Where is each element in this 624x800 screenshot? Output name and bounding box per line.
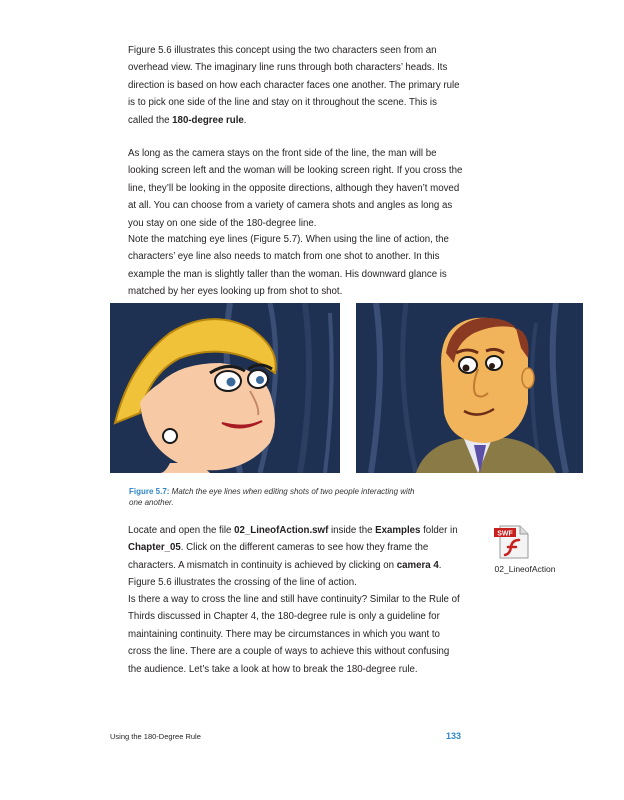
page-number: 133 <box>446 731 462 741</box>
file-name-bold: 02_LineofAction.swf <box>234 525 329 536</box>
figure-caption-text: Match the eye lines when editing shots of two people interacting with one another. <box>129 487 415 507</box>
term-180-degree-rule: 180-degree rule <box>172 114 244 126</box>
file-instructions-paragraph: Locate and open the file 02_LineofAction.swf inside the Examples folder in Chapter_05. Click on the different cameras to see how they frame the characters. A mismatch in continuity is achieved by clicking on camera 4. Figure 5.6 illustrates the crossing of the line of action. <box>128 525 458 589</box>
folder-chapter-bold: Chapter_05 <box>128 542 181 554</box>
crossing-line-paragraph: Is there a way to cross the line and still have continuity? Similar to the Rule of Thirds discussed in Chapter 4, the 180-degree rule is only a guideline for maintaining continuity. There may be circumstances in which you want to cross the line. There are a couple of ways to achieve this without confusing the audience. Let’s take a look at how to break the 180-degree rule. <box>128 594 460 675</box>
folder-examples-bold: Examples <box>375 525 421 536</box>
flash-file-icon[interactable] <box>492 524 532 560</box>
figure-caption <box>129 486 429 508</box>
swf-filename-label: 02_LineofAction <box>494 564 556 574</box>
camera-4-bold: camera 4 <box>396 559 439 571</box>
man-character-illustration <box>356 303 583 473</box>
eye-lines-paragraph: Note the matching eye lines (Figure 5.7). When using the line of action, the characters’ eye line also needs to match from one shot to another. In this example the man is slightly taller than the woman. His downward glance is matched by her eyes looking up from shot to shot. <box>128 234 449 298</box>
camera-side-paragraph: As long as the camera stays on the front side of the line, the man will be looking screen left and the woman will be looking screen right. If you cross the line, they’ll be looking in the opposite directions, although they haven’t moved at all. You can choose from a variety of camera shots and angles as long as you stay on one side of the 180-degree line. <box>128 148 463 229</box>
swf-badge: SWF <box>497 530 513 538</box>
woman-character-illustration <box>110 303 340 473</box>
intro-paragraph: Figure 5.6 illustrates this concept using the two characters seen from an overhead view. The imaginary line runs through both characters’ heads. Its direction is based on how each character faces one another. The primary rule is to pick one side of the line and stay on it throughout the scene. This is called the 180-degree rule. <box>128 45 460 126</box>
figure-label: Figure 5.7: <box>129 487 170 496</box>
footer-section-title: Using the 180-Degree Rule <box>110 732 201 741</box>
